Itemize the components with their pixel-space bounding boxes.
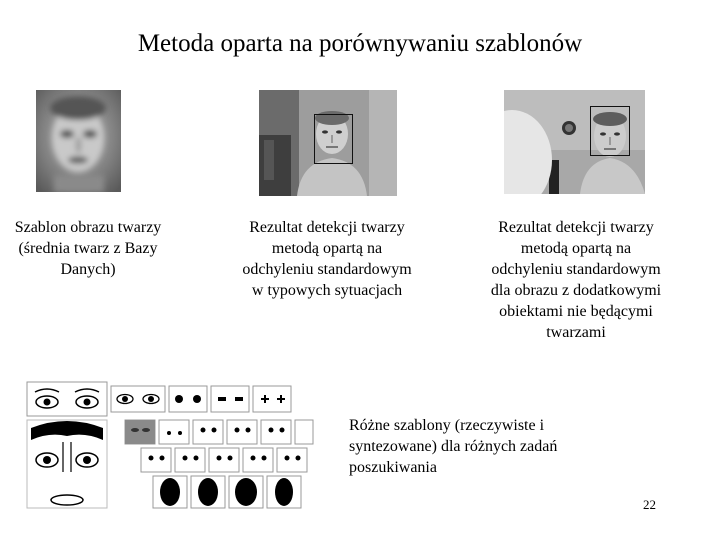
detection-result-typical-photo xyxy=(259,90,397,196)
caption-line: Rezultat detekcji twarzy xyxy=(249,219,405,236)
page-number: 22 xyxy=(643,497,656,512)
face-detection-box xyxy=(314,114,353,164)
caption-line: metodą opartą na xyxy=(520,240,632,257)
template-caption xyxy=(0,217,176,280)
result-typical-caption xyxy=(220,217,434,301)
caption-line: twarzami xyxy=(546,324,606,341)
templates-various-caption xyxy=(349,415,609,478)
caption-line: Rezultat detekcji twarzy xyxy=(498,219,654,236)
caption-line: dla obrazu z dodatkowymi xyxy=(490,282,662,299)
caption-line: Szablon obrazu twarzy xyxy=(14,219,162,236)
template-collage-image xyxy=(25,380,315,510)
caption-line: (średnia twarz z Bazy xyxy=(18,240,158,257)
caption-line: w typowych sytuacjach xyxy=(251,282,403,299)
caption-line: metodą opartą na xyxy=(271,240,383,257)
caption-line: poszukiwania xyxy=(349,459,437,476)
detection-result-objects-photo xyxy=(504,90,645,194)
result-objects-caption xyxy=(468,217,684,343)
caption-line: obiektami nie będącymi xyxy=(499,303,653,320)
average-face-image xyxy=(36,90,121,192)
slide-title: Metoda oparta na porównywaniu szablonów xyxy=(137,30,583,57)
caption-line: Danych) xyxy=(60,261,116,278)
caption-line: Różne szablony (rzeczywiste i xyxy=(349,417,545,434)
caption-line: odchyleniu standardowym xyxy=(491,261,661,278)
caption-line: syntezowane) dla różnych zadań xyxy=(349,438,558,455)
caption-line: odchyleniu standardowym xyxy=(242,261,412,278)
face-detection-box xyxy=(590,106,630,156)
